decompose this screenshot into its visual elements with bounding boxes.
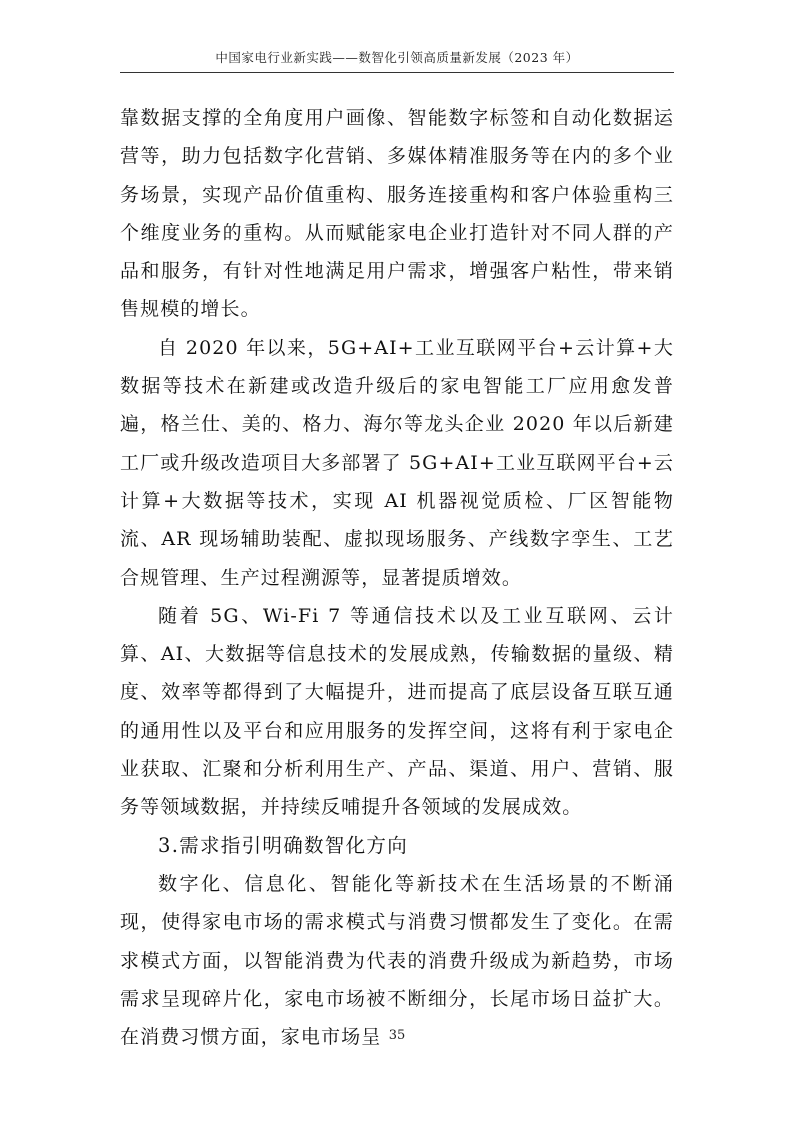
paragraph-1: 靠数据支撑的全角度用户画像、智能数字标签和自动化数据运营等，助力包括数字化营销、多媒体精准服务等在内的多个业务场景，实现产品价值重构、服务连接重构和客户体验重构三个维度业务的重构。从而赋能家电企业打造针对不同人群的产品和服务，有针对性地满足用户需求，增强客户粘性，带来销售规模的增长。	[120, 107, 674, 321]
running-header: 中国家电行业新实践——数智化引领高质量新发展（2023 年）	[215, 50, 579, 65]
paragraph-2: 自 2020 年以来，5G+AI+工业互联网平台+云计算+大数据等技术在新建或改造升级后的家电智能工厂应用愈发普遍，格兰仕、美的、格力、海尔等龙头企业 2020 年以后新建工厂或升级改造项目大多部署了 5G+AI+工业互联网平台+云计算+大数据等技术，实现 AI 机器视觉质检、厂区智能物流、AR 现场辅助装配、虚拟现场服务、产线数字孪生、工艺合规管理、生产过程溯源等，显著提质增效。	[120, 336, 674, 589]
section-heading: 3.需求指引明确数智化方向	[158, 833, 409, 857]
page-body	[120, 99, 674, 1056]
header-rule	[120, 72, 674, 73]
page-number: 35	[388, 1028, 406, 1043]
paragraph-4: 数字化、信息化、智能化等新技术在生活场景的不断涌现，使得家电市场的需求模式与消费习惯都发生了变化。在需求模式方面，以智能消费为代表的消费升级成为新趋势，市场需求呈现碎片化，家电市场被不断细分，长尾市场日益扩大。在消费习惯方面，家电市场呈	[120, 872, 674, 1049]
paragraph-3: 随着 5G、Wi-Fi 7 等通信技术以及工业互联网、云计算、AI、大数据等信息技术的发展成熟，传输数据的量级、精度、效率等都得到了大幅提升，进而提高了底层设备互联互通的通用性以及平台和应用服务的发挥空间，这将有利于家电企业获取、汇聚和分析利用生产、产品、渠道、用户、营销、服务等领域数据，并持续反哺提升各领域的发展成效。	[120, 604, 674, 819]
